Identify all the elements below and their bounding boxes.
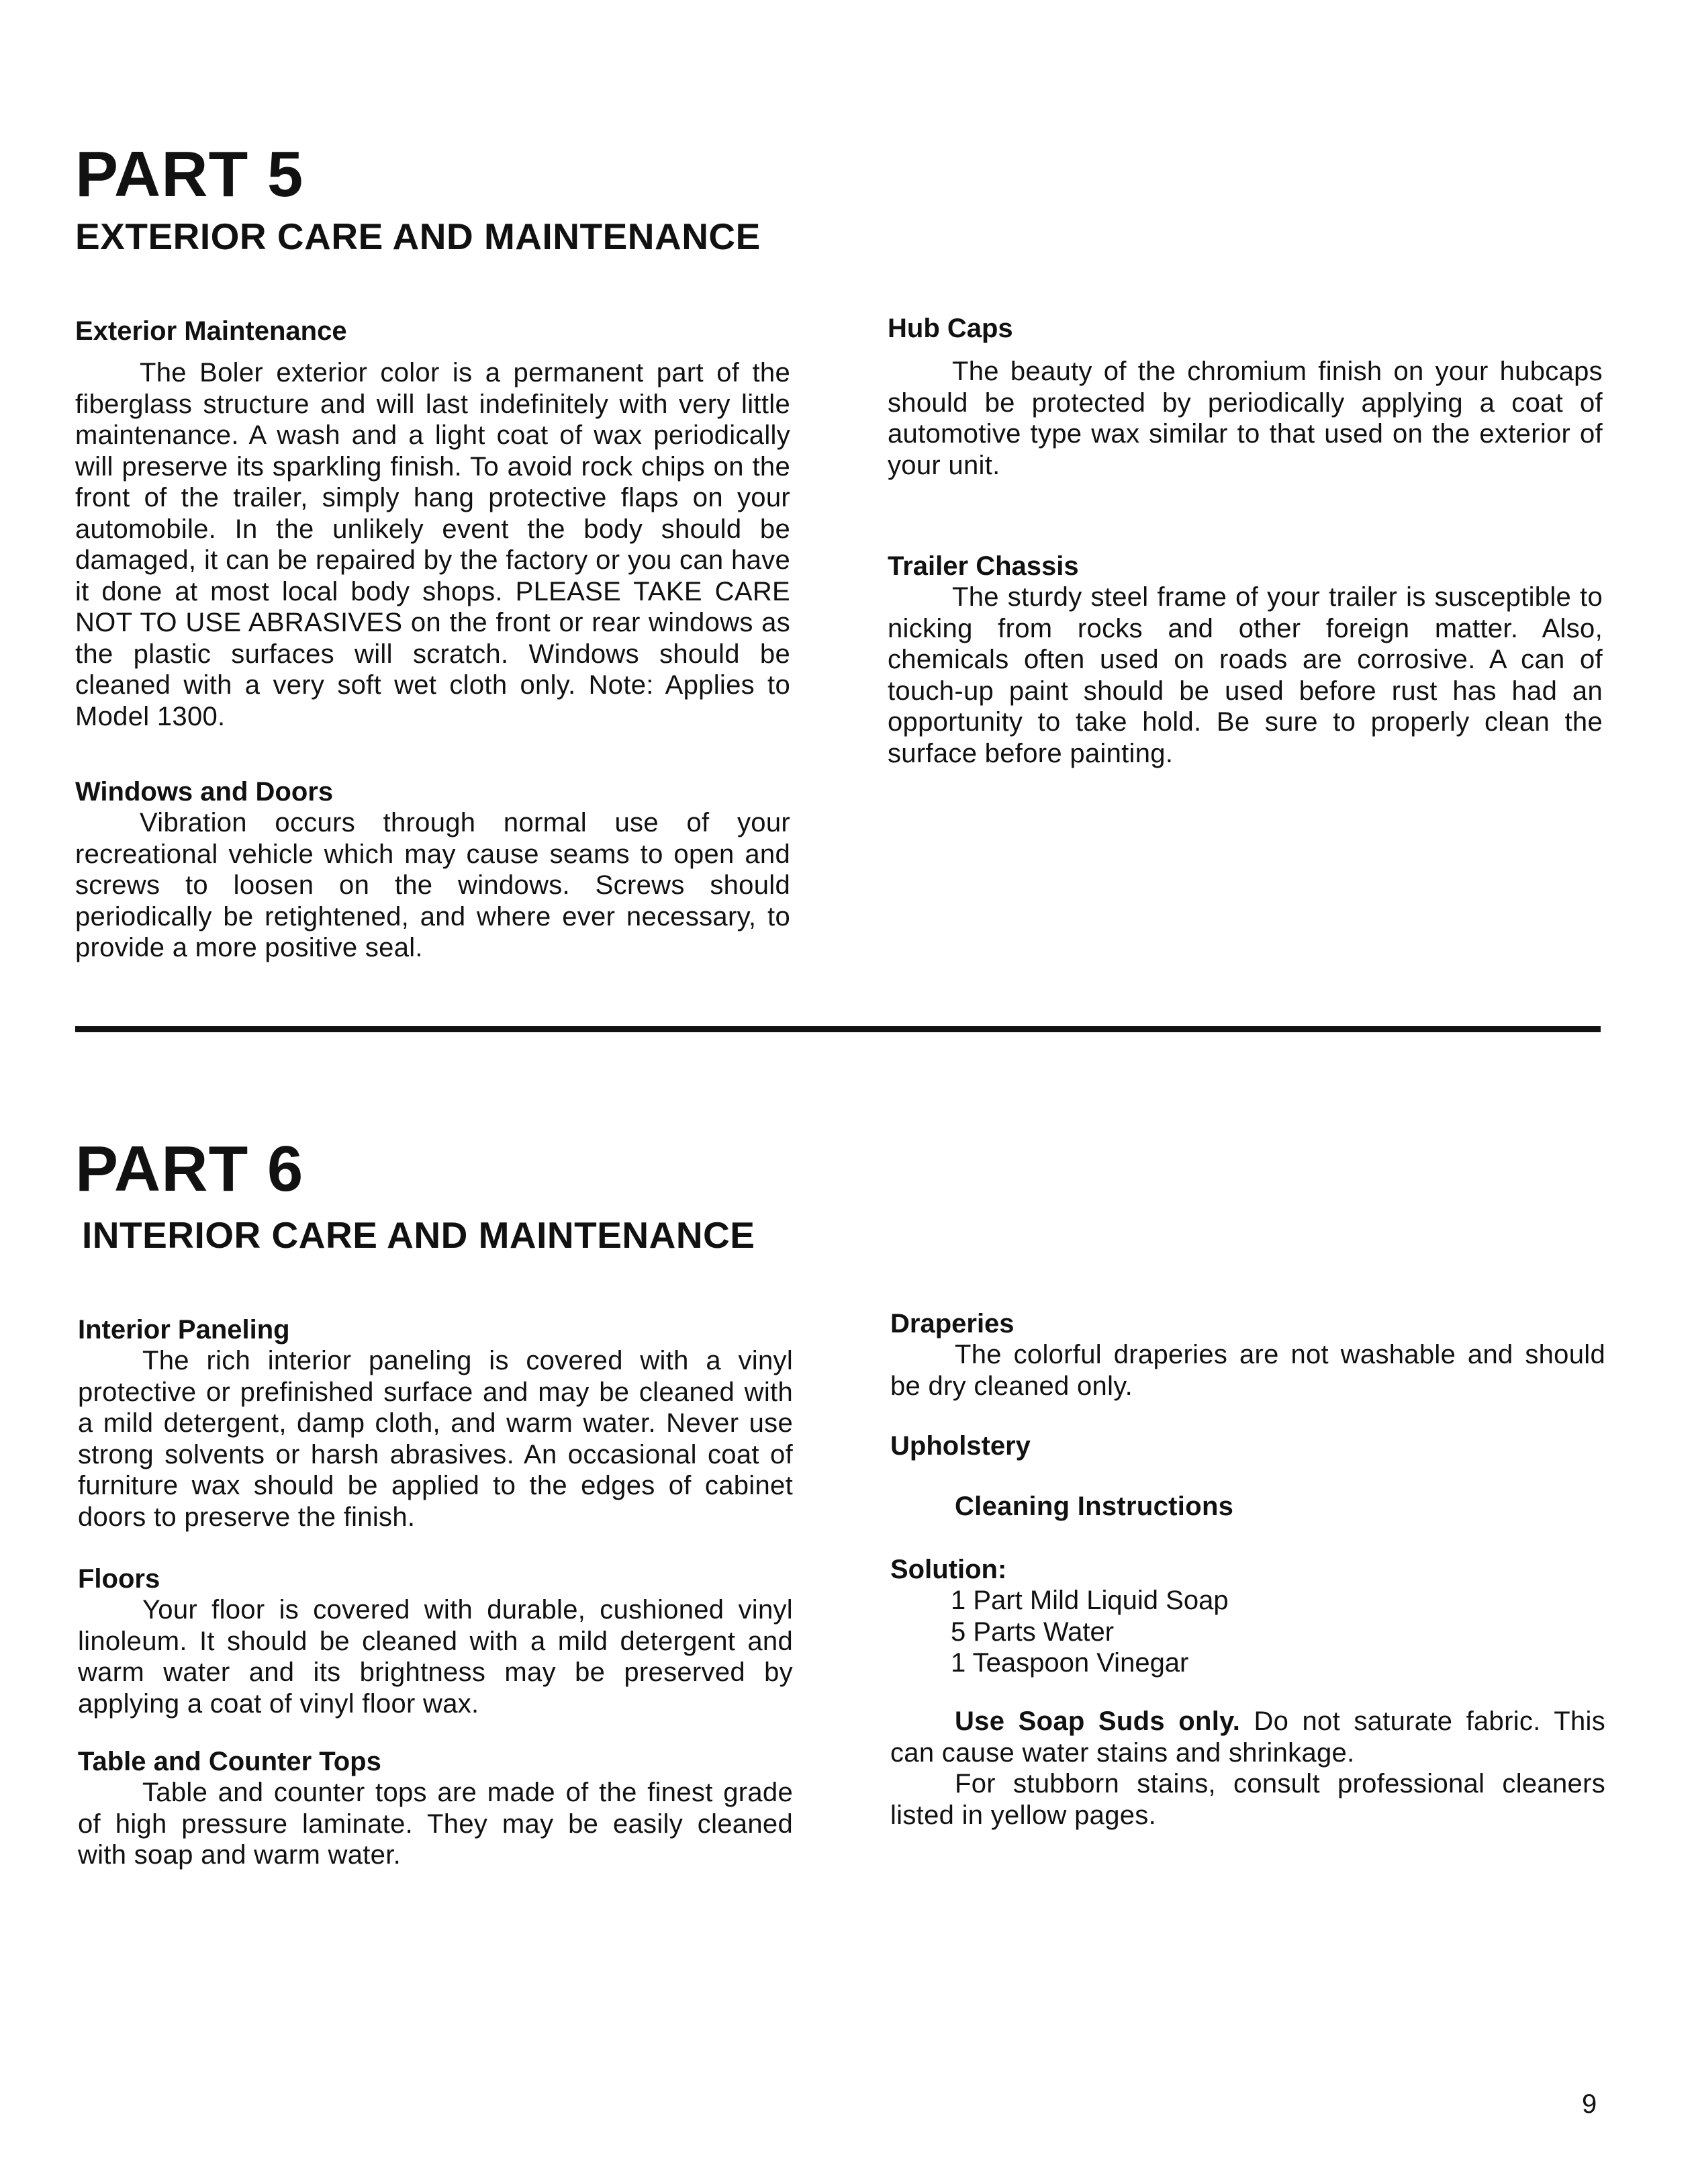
draperies-heading: Draperies <box>890 1309 1015 1338</box>
windows-doors-body: Vibration occurs through normal use of your recreational vehicle which may cause seams to open and screws to loosen on the windows. Screws should periodically be retightened, and where ever necessary, to provide a more positive seal. <box>75 808 790 962</box>
soap-emphasis: Use Soap Suds only. <box>955 1707 1241 1736</box>
windows-doors-heading: Windows and Doors <box>75 777 334 807</box>
interior-paneling-heading: Interior Paneling <box>78 1315 290 1345</box>
soap-rest: Do not saturate fabric. This can cause water stains and shrinkage. <box>890 1707 1605 1768</box>
solution-block <box>890 1554 1605 1679</box>
solution-item: 1 Teaspoon Vinegar <box>951 1648 1189 1678</box>
part6-title: PART 6 <box>75 1133 304 1205</box>
trailer-chassis-section <box>888 551 1603 769</box>
floors-heading: Floors <box>78 1564 160 1594</box>
part6-subtitle: INTERIOR CARE AND MAINTENANCE <box>82 1214 755 1256</box>
table-counter-section <box>78 1746 793 1871</box>
stubborn-stains-paragraph: For stubborn stains, consult professional cleaners listed in yellow pages. <box>890 1769 1605 1830</box>
exterior-maintenance-body: The Boler exterior color is a permanent part of the fiberglass structure and will last indefinitely with very little maintenance. A wash and a light coat of wax periodically will preserve its sparkling finish. To avoid rock chips on the front of the trailer, simply hang protective flaps on your automobile. In the unlikely event the body should be damaged, it can be repaired by the factory or you can have it done at most local body shops. PLEASE TAKE CARE NOT TO USE ABRASIVES on the front or rear windows as the plastic surfaces will scratch. Windows should be cleaned with a very soft wet cloth only. Note: Applies to Model 1300. <box>75 358 790 731</box>
trailer-chassis-body: The sturdy steel frame of your trailer is susceptible to nicking from rocks and other foreign matter. Also, chemicals often used on roads are corrosive. A can of touch-up paint should be used before rust has had an opportunity to take hold. Be sure to properly clean the surface before painting. <box>888 582 1603 768</box>
interior-paneling-body: The rich interior paneling is covered with a vinyl protective or prefinished surface and may be cleaned with a mild detergent, damp cloth, and warm water. Never use strong solvents or harsh abrasives. An occasional coat of furniture wax should be applied to the edges of cabinet doors to preserve the finish. <box>78 1346 793 1532</box>
page-number: 9 <box>1582 2089 1597 2119</box>
hub-caps-heading: Hub Caps <box>888 314 1013 343</box>
part5-subtitle: EXTERIOR CARE AND MAINTENANCE <box>75 216 761 257</box>
soap-instructions <box>890 1706 1605 1831</box>
floors-section <box>78 1563 793 1719</box>
upholstery-heading: Upholstery <box>890 1431 1031 1461</box>
table-counter-heading: Table and Counter Tops <box>78 1747 381 1776</box>
draperies-section <box>890 1308 1605 1402</box>
section-divider <box>75 1026 1601 1032</box>
interior-paneling-section <box>78 1314 793 1533</box>
solution-list <box>890 1585 1605 1679</box>
soap-paragraph <box>890 1706 1605 1768</box>
windows-doors-section <box>75 776 790 964</box>
cleaning-instructions <box>890 1491 1605 1522</box>
trailer-chassis-heading: Trailer Chassis <box>888 551 1079 581</box>
solution-item: 5 Parts Water <box>951 1617 1115 1647</box>
upholstery-section <box>890 1430 1605 1461</box>
hub-caps-body: The beauty of the chromium finish on your hubcaps should be protected by periodically applying a coat of automotive type wax similar to that used on the exterior of your unit. <box>888 357 1603 480</box>
floors-body: Your floor is covered with durable, cushioned vinyl linoleum. It should be cleaned with a mild detergent and warm water and its brightness may be preserved by applying a coat of vinyl floor wax. <box>78 1595 793 1719</box>
solution-label: Solution: <box>890 1555 1007 1584</box>
draperies-body: The colorful draperies are not washable and should be dry cleaned only. <box>890 1340 1605 1401</box>
table-counter-body: Table and counter tops are made of the finest grade of high pressure laminate. They may be easily cleaned with soap and warm water. <box>78 1778 793 1870</box>
cleaning-instructions-heading: Cleaning Instructions <box>955 1492 1234 1521</box>
part5-title: PART 5 <box>75 138 304 210</box>
hub-caps-section <box>888 313 1603 481</box>
solution-item: 1 Part Mild Liquid Soap <box>951 1586 1229 1615</box>
exterior-maintenance-heading: Exterior Maintenance <box>75 316 347 346</box>
exterior-maintenance-section <box>75 316 790 732</box>
